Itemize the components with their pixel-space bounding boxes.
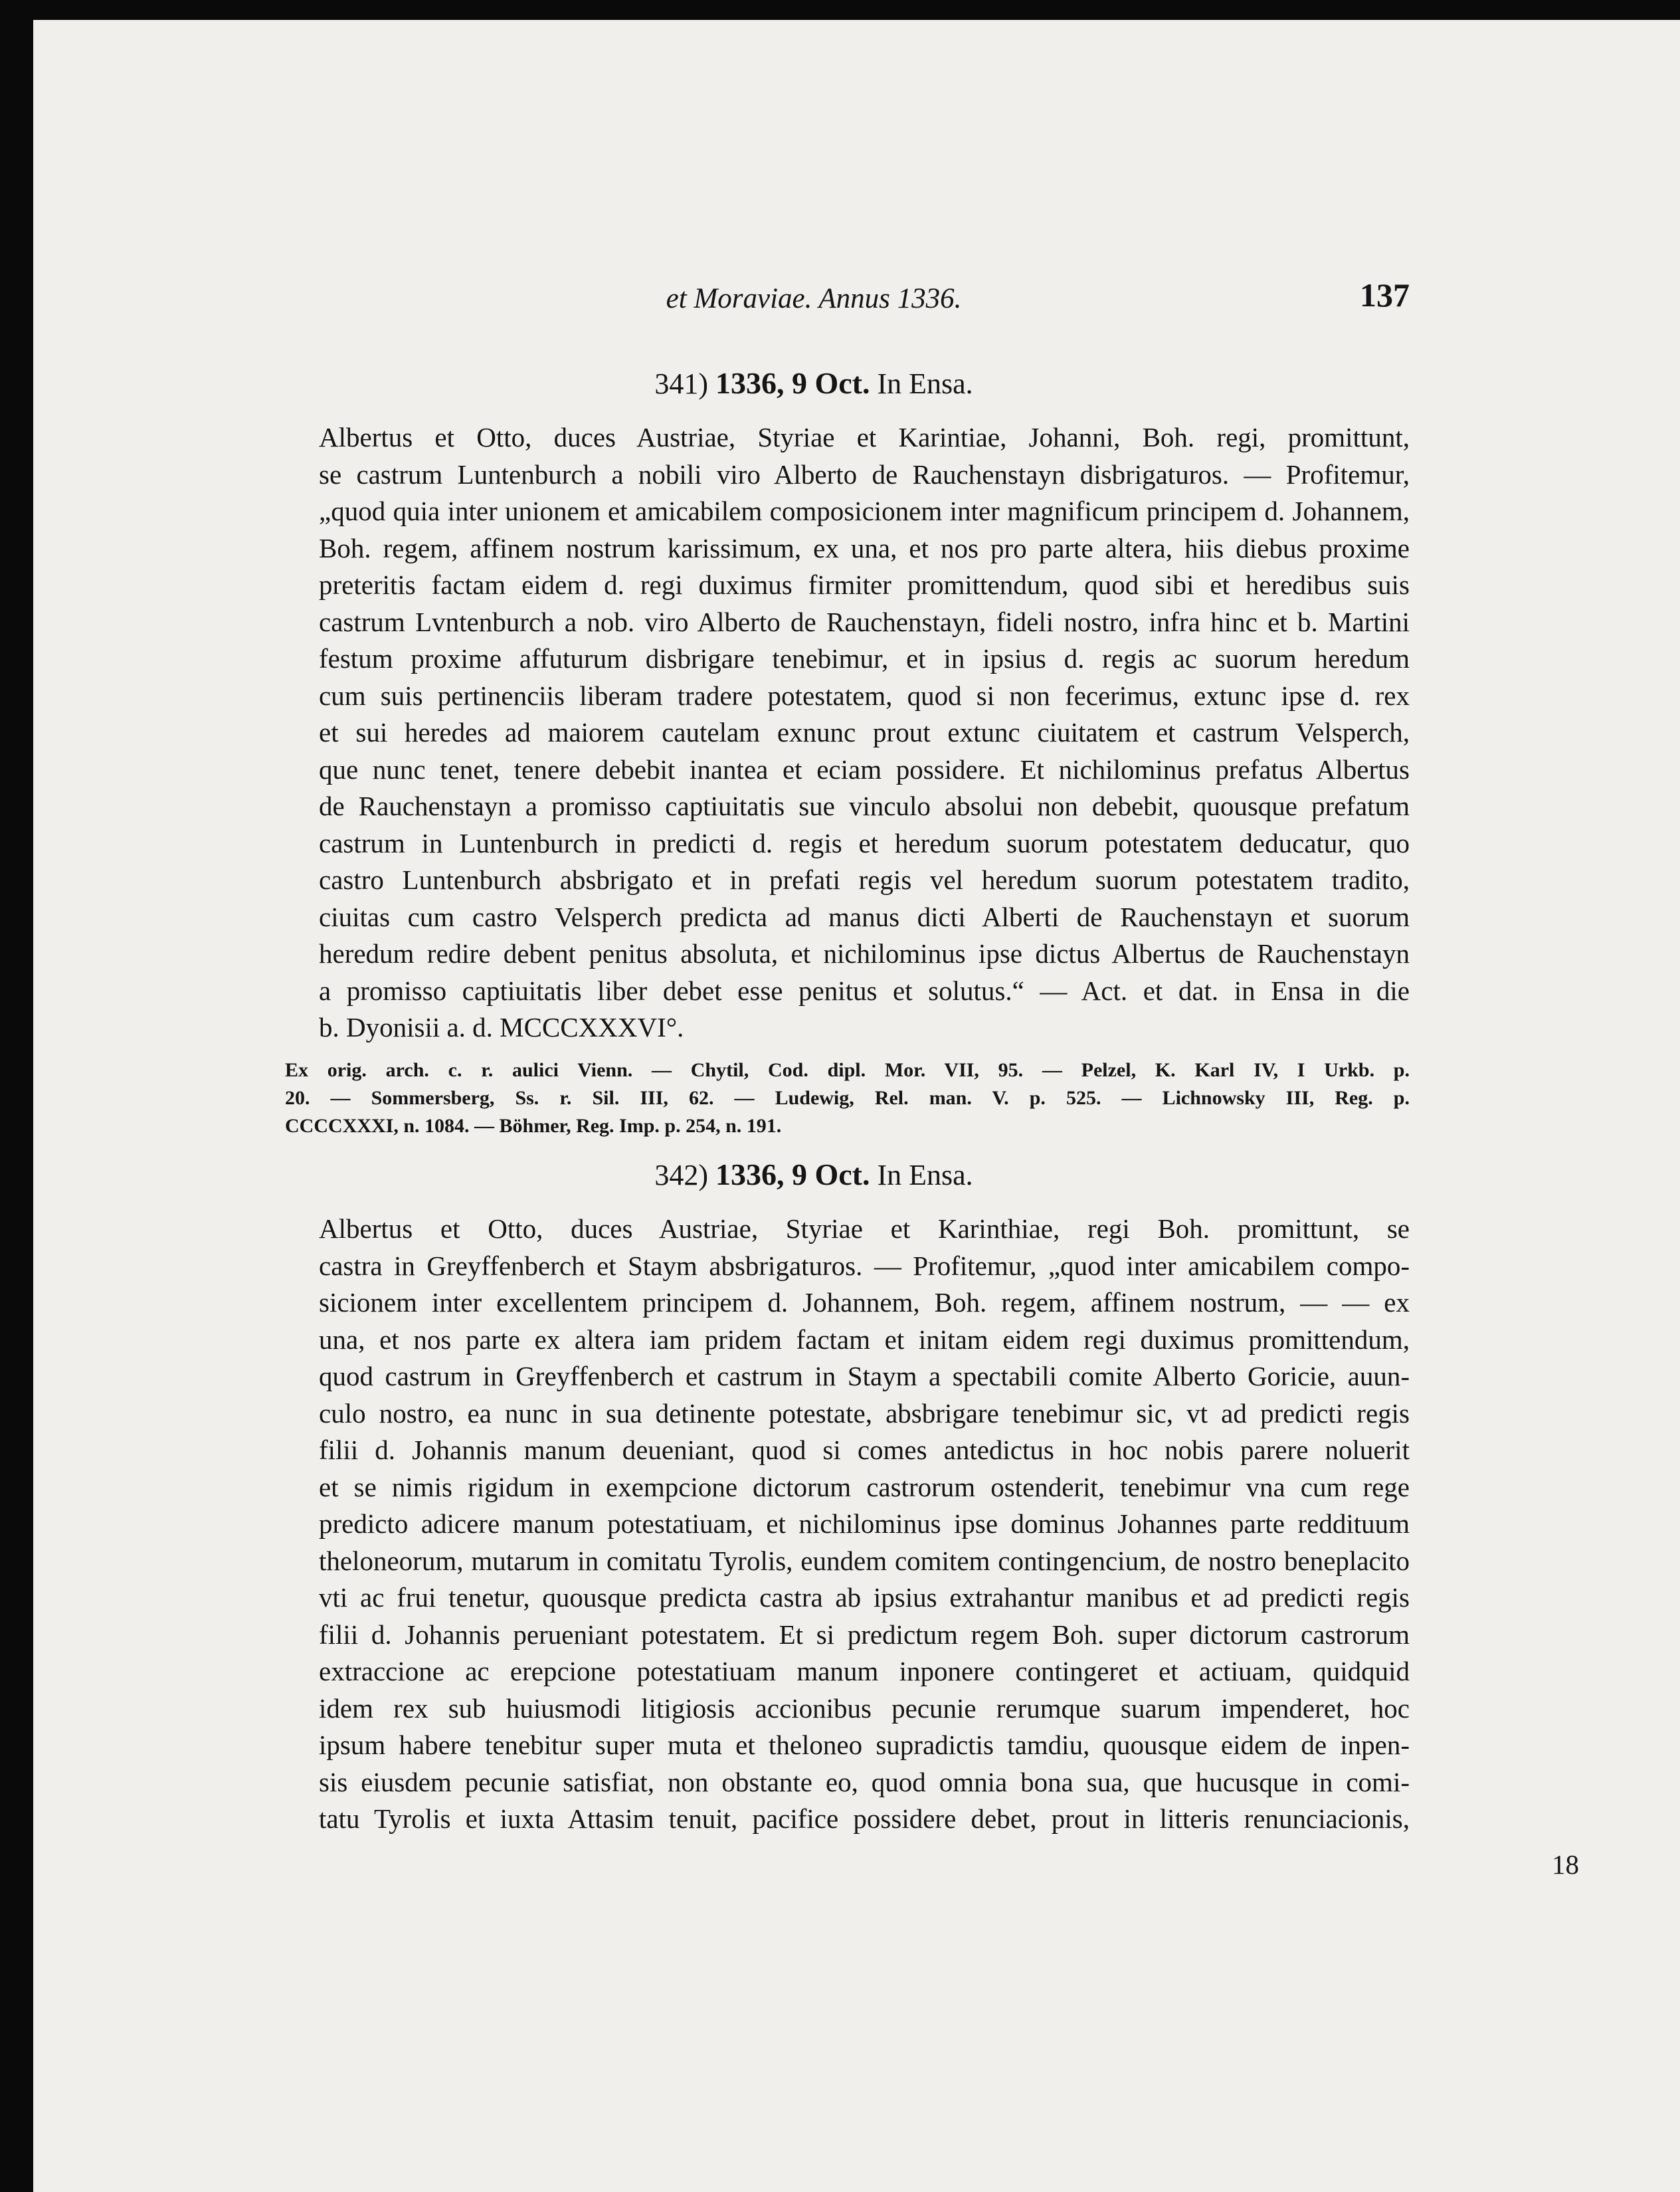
source-note — [285, 1056, 1410, 1140]
document-heading — [218, 1157, 1410, 1192]
document-text — [218, 419, 1410, 1046]
text-line: culo nostro, ea nunc in sua detinente potestate, absbrigare tenebimur sic, vt ad predicti regis — [319, 1397, 1410, 1429]
source-line: Ex orig. arch. c. r. aulici Vienn. — Chytil, Cod. dipl. Mor. VII, 95. — Pelzel, K. Karl IV, I Urkb. p. — [285, 1059, 1410, 1081]
source-line: 20. — Sommersberg, Ss. r. Sil. III, 62. — Ludewig, Rel. man. V. p. 525. — Lichnowsky III, Reg. p. — [285, 1087, 1410, 1109]
text-line: filii d. Johannis manum deueniant, quod si comes antedictus in hoc nobis parere noluerit — [319, 1435, 1410, 1465]
document-place: In Ensa. — [877, 367, 973, 400]
text-line: predicto adicere manum potestatiuam, et nichilominus ipse dominus Johannes parte reddituum — [319, 1508, 1410, 1539]
document-number: 342) — [654, 1159, 708, 1191]
text-line: filii d. Johannis perueniant potestatem. Et si predictum regem Boh. super dictorum castrorum — [319, 1619, 1410, 1650]
text-line: theloneorum, mutarum in comitatu Tyrolis, eundem comitem contingencium, de nostro beneplacito — [319, 1545, 1410, 1576]
text-line: tatu Tyrolis et iuxta Attasim tenuit, pacifice possidere debet, prout in litteris renunciacionis, — [319, 1803, 1410, 1834]
text-line: b. Dyonisii a. d. MCCCXXXVI°. — [319, 1012, 684, 1043]
text-line: sicionem inter excellentem principem d. Johannem, Boh. regem, affinem nostrum, — — ex — [319, 1287, 1410, 1318]
text-line: una, et nos parte ex altera iam pridem factam et initam eidem regi duximus promittendum, — [319, 1324, 1410, 1355]
page-number: 137 — [1360, 276, 1410, 314]
text-line: heredum redire debent penitus absoluta, et nichilominus ipse dictus Albertus de Rauchenstayn — [319, 938, 1410, 969]
text-line: sis eiusdem pecunie satisfiat, non obstante eo, quod omnia bona sua, que hucusque in comi- — [319, 1766, 1410, 1797]
document-date: 1336, 9 Oct. — [715, 1157, 870, 1191]
text-line: et sui heredes ad maiorem cautelam exnunc prout extunc ciuitatem et castrum Velsperch, — [319, 717, 1410, 747]
document-number: 341) — [654, 367, 708, 400]
text-line: vti ac frui tenetur, quousque predicta castra ab ipsius extrahantur manibus et ad predicti regis — [319, 1582, 1410, 1613]
text-line: de Rauchenstayn a promisso captiuitatis sue vinculo absolui non debebit, quousque prefatum — [319, 791, 1410, 821]
document-date: 1336, 9 Oct. — [715, 366, 870, 400]
page — [33, 20, 1680, 2192]
document-heading — [218, 365, 1410, 401]
text-line: que nunc tenet, tenere debebit inantea et eciam possidere. Et nichilominus prefatus Albertus — [319, 753, 1410, 785]
text-line: castro Luntenburch absbrigato et in prefati regis vel heredum suorum potestatem tradito, — [319, 864, 1410, 895]
text-line: cum suis pertinenciis liberam tradere potestatem, quod si non fecerimus, extunc ipse d. rex — [319, 680, 1410, 711]
document-place: In Ensa. — [877, 1159, 973, 1191]
text-line: a promisso captiuitatis liber debet esse penitus et solutus.“ — Act. et dat. in Ensa in die — [319, 975, 1410, 1006]
text-line: castrum Lvntenburch a nob. viro Alberto de Rauchenstayn, fideli nostro, infra hinc et b. Martini — [319, 606, 1410, 637]
text-line: preteritis factam eidem d. regi duximus firmiter promittendum, quod sibi et heredibus suis — [319, 569, 1410, 600]
text-line: extraccione ac erepcione potestatiuam manum inponere contingeret et actiuam, quidquid — [319, 1656, 1410, 1686]
text-line: castra in Greyffenberch et Staym absbrigaturos. — Profitemur, „quod inter amicabilem compo- — [319, 1250, 1410, 1281]
text-line: ciuitas cum castro Velsperch predicta ad manus dicti Alberti de Rauchenstayn et suorum — [319, 901, 1410, 932]
text-line: castrum in Luntenburch in predicti d. regis et heredum suorum potestatem deducatur, quo — [319, 827, 1410, 858]
text-line: Albertus et Otto, duces Austriae, Styriae et Karinthiae, regi Boh. promittunt, se — [319, 1213, 1410, 1244]
text-line: se castrum Luntenburch a nobili viro Alberto de Rauchenstayn disbrigaturos. — Profitemur, — [319, 458, 1410, 490]
text-line: Boh. regem, affinem nostrum karissimum, ex una, et nos pro parte altera, hiis diebus proxime — [319, 532, 1410, 563]
text-line: et se nimis rigidum in exempcione dictorum castrorum ostenderit, tenebimur vna cum rege — [319, 1471, 1410, 1502]
text-line: Albertus et Otto, duces Austriae, Styriae et Karintiae, Johanni, Boh. regi, promittunt, — [319, 422, 1410, 452]
text-line: idem rex sub huiusmodi litigiosis accionibus pecunie rerumque suarum impenderet, hoc — [319, 1692, 1410, 1724]
source-line: CCCCXXXI, n. 1084. — Böhmer, Reg. Imp. p. 254, n. 191. — [285, 1115, 782, 1137]
signature-mark: 18 — [1552, 1849, 1579, 1880]
running-title: et Moraviae. Annus 1336. — [666, 283, 962, 314]
document-text — [218, 1211, 1410, 1838]
running-header — [218, 276, 1410, 322]
text-line: quod castrum in Greyffenberch et castrum in Staym a spectabili comite Alberto Goricie, auun- — [319, 1361, 1410, 1391]
text-line: festum proxime affuturum disbrigare tenebimur, et in ipsius d. regis ac suorum heredum — [319, 643, 1410, 674]
text-line: ipsum habere tenebitur super muta et theloneo supradictis tamdiu, quousque eidem de inpen- — [319, 1730, 1410, 1760]
text-line: „quod quia inter unionem et amicabilem composicionem inter magnificum principem d. Johannem, — [319, 496, 1410, 526]
